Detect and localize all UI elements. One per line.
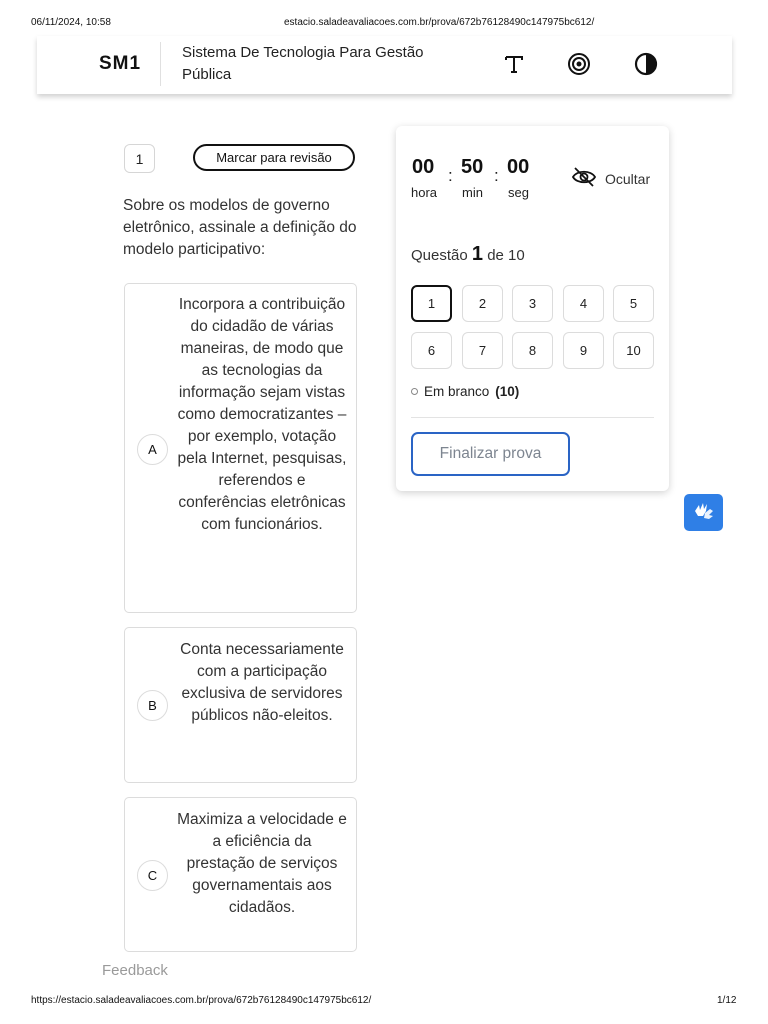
question-counter-middle: de: [487, 247, 504, 264]
option-b[interactable]: [124, 627, 357, 783]
app-logo[interactable]: SM1: [99, 53, 142, 74]
contrast-icon[interactable]: [631, 49, 661, 79]
timer-hours: 00: [412, 156, 435, 178]
question-nav-button[interactable]: 6: [411, 332, 452, 369]
question-nav-button[interactable]: 8: [512, 332, 553, 369]
question-number: 1: [124, 144, 155, 173]
target-icon[interactable]: [564, 49, 594, 79]
finish-exam-button[interactable]: Finalizar prova: [411, 432, 570, 476]
question-nav-button[interactable]: 7: [462, 332, 503, 369]
header-divider: [160, 42, 161, 86]
blank-legend-count: (10): [495, 384, 520, 399]
timer-separator: :: [494, 166, 499, 185]
option-text: Maximiza a velocidade e a eficiência da prestação de serviços governamentais aos cidadãos.: [177, 811, 347, 916]
option-letter: A: [137, 434, 168, 465]
eye-off-icon: [571, 166, 597, 191]
question-nav-button[interactable]: 2: [462, 285, 503, 322]
panel-divider: [411, 417, 654, 418]
option-a[interactable]: [124, 283, 357, 613]
question-nav-button[interactable]: 10: [613, 332, 654, 369]
mark-for-review-button[interactable]: Marcar para revisão: [193, 144, 355, 171]
circle-icon: [411, 388, 418, 395]
hide-timer-label: Ocultar: [605, 170, 651, 187]
print-url-top: estacio.saladeavaliacoes.com.br/prova/672b76128490c147975bc612/: [284, 17, 595, 28]
option-text: Conta necessariamente com a participação exclusiva de servidores públicos não-eleitos.: [180, 641, 344, 724]
print-page-number: 1/12: [717, 995, 737, 1006]
question-counter: [411, 243, 525, 266]
option-letter: C: [137, 860, 168, 891]
exam-panel: [396, 126, 669, 491]
timer-minutes-label: min: [462, 185, 483, 200]
question-counter-total: 10: [508, 247, 525, 264]
option-c[interactable]: [124, 797, 357, 952]
question-nav-button[interactable]: 3: [512, 285, 553, 322]
feedback-link[interactable]: Feedback: [102, 962, 168, 979]
timer-seconds: 00: [507, 156, 530, 178]
blank-legend: [411, 384, 519, 399]
question-nav-button[interactable]: 9: [563, 332, 604, 369]
timer-minutes: 50: [461, 156, 484, 178]
question-counter-prefix: Questão: [411, 247, 468, 264]
sign-language-hands-icon: [692, 499, 716, 526]
course-title: Sistema De Tecnologia Para Gestão Pública: [182, 44, 424, 83]
timer-separator: :: [448, 166, 453, 185]
question-nav-button[interactable]: 5: [613, 285, 654, 322]
option-text: Incorpora a contribuição do cidadão de várias maneiras, de modo que as tecnologias da informação sejam vistas como democratizantes – por exemplo, votação pela Internet, pesquisas, referendos e conferências eletrônicas com funcionários.: [177, 296, 347, 533]
sign-language-button[interactable]: [684, 494, 723, 531]
question-nav-button[interactable]: 4: [563, 285, 604, 322]
blank-legend-label: Em branco: [424, 384, 490, 399]
option-letter: B: [137, 690, 168, 721]
font-size-icon[interactable]: [499, 49, 529, 79]
timer-hours-label: hora: [411, 185, 438, 200]
print-url-bottom: https://estacio.saladeavaliacoes.com.br/prova/672b76128490c147975bc612/: [31, 995, 372, 1006]
question-counter-current: 1: [471, 243, 484, 265]
app-header: [37, 36, 732, 94]
question-text: Sobre os modelos de governo eletrônico, assinale a definição do modelo participativo:: [123, 197, 357, 258]
question-nav-button[interactable]: 1: [411, 285, 452, 322]
print-datetime: 06/11/2024, 10:58: [31, 17, 111, 28]
timer-seconds-label: seg: [508, 185, 529, 200]
hide-timer-button[interactable]: [571, 166, 650, 191]
